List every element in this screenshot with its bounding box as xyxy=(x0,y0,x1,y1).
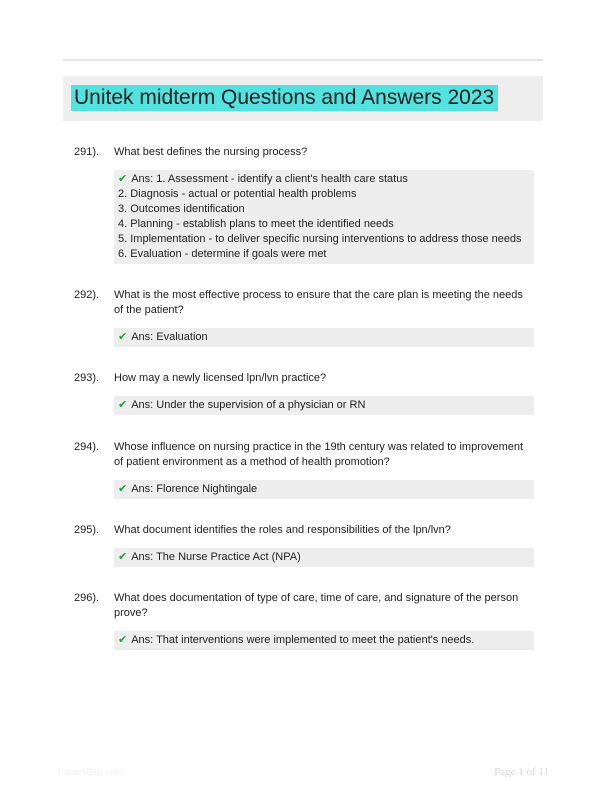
answer-line: ✔ Ans: Evaluation xyxy=(118,331,208,343)
answer-box xyxy=(114,170,534,264)
top-divider xyxy=(63,59,543,61)
answer-box xyxy=(114,396,534,415)
answer-line: ✔ Ans: Under the supervision of a physician or RN xyxy=(118,399,366,411)
question-number: 295). xyxy=(74,524,100,536)
question-text: What document identifies the roles and responsibilities of the lpn/lvn? xyxy=(114,524,451,536)
question-text: What best defines the nursing process? xyxy=(114,146,308,158)
check-icon: ✔ xyxy=(118,399,128,411)
answer-box xyxy=(114,548,534,567)
answer-line: ✔ Ans: The Nurse Practice Act (NPA) xyxy=(118,551,301,563)
answer-box xyxy=(114,480,534,499)
footer-watermark: PaperNBlic.com xyxy=(58,767,123,777)
answer-line: ✔ Ans: 1. Assessment - identify a client's health care status xyxy=(118,173,408,185)
answer-line: 4. Planning - establish plans to meet the identified needs xyxy=(118,218,394,230)
question-text: How may a newly licensed lpn/lvn practice? xyxy=(114,372,327,384)
question-number: 293). xyxy=(74,372,100,384)
page-number: Page 1 of 11 xyxy=(494,766,549,778)
title-band xyxy=(63,76,543,121)
question-text: What is the most effective process to ensure that the care plan is meeting the needs of the patient? xyxy=(114,289,523,316)
answer-line: ✔ Ans: Florence Nightingale xyxy=(118,483,258,495)
check-icon: ✔ xyxy=(118,173,128,185)
answer-line: 3. Outcomes identification xyxy=(118,203,245,215)
answer-line: 5. Implementation - to deliver specific nursing interventions to address those needs xyxy=(118,233,522,245)
question-number: 296). xyxy=(74,592,100,604)
question-text: Whose influence on nursing practice in the 19th century was related to improvement of patient environment as a method of health promotion? xyxy=(114,441,524,468)
check-icon: ✔ xyxy=(118,551,128,563)
answer-line: ✔ Ans: That interventions were implemented to meet the patient's needs. xyxy=(118,634,475,646)
check-icon: ✔ xyxy=(118,331,128,343)
question-number: 294). xyxy=(74,441,100,453)
answer-box xyxy=(114,631,534,650)
answer-line: 2. Diagnosis - actual or potential health problems xyxy=(118,188,357,200)
answer-box xyxy=(114,328,534,347)
question-text: What does documentation of type of care, time of care, and signature of the person prove? xyxy=(114,592,519,619)
question-number: 292). xyxy=(74,289,100,301)
check-icon: ✔ xyxy=(118,483,128,495)
answer-line: 6. Evaluation - determine if goals were met xyxy=(118,248,327,260)
check-icon: ✔ xyxy=(118,634,128,646)
page-title: Unitek midterm Questions and Answers 2023 xyxy=(71,85,498,111)
question-number: 291). xyxy=(74,146,100,158)
